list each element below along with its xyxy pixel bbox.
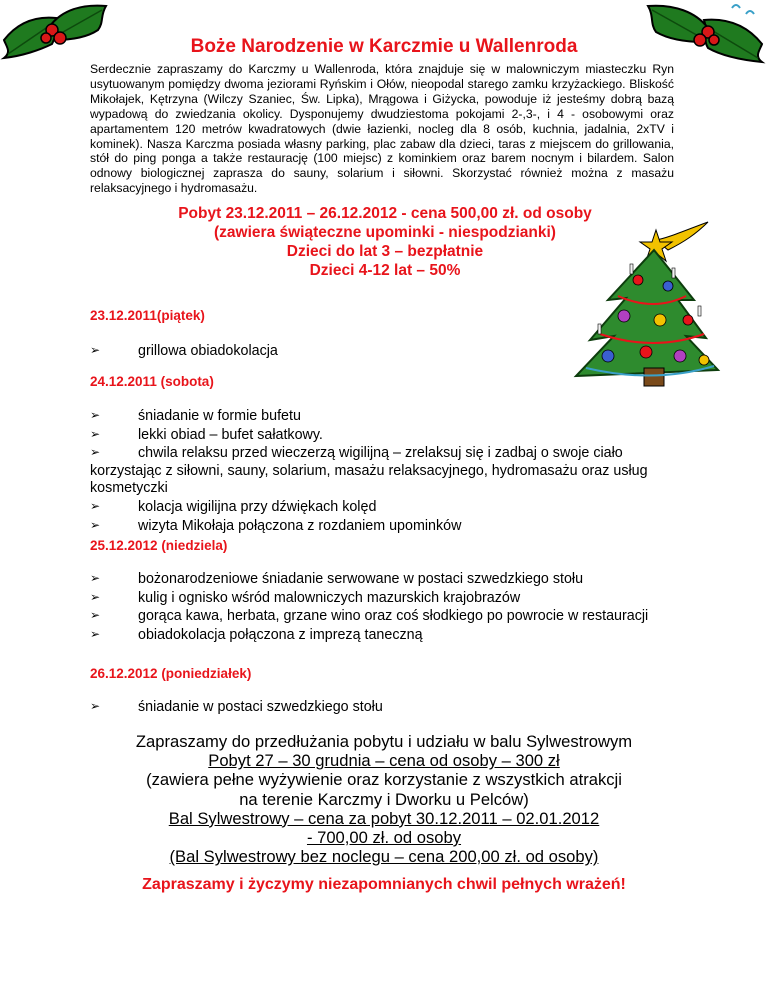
list-item: ➢ kolacja wigilijna przy dźwiękach kolęd [90,498,377,515]
offer-line: Pobyt 23.12.2011 – 26.12.2012 - cena 500,00 zł. od osoby [178,205,592,222]
bullet-arrow-icon: ➢ [90,571,101,585]
bullet-arrow-icon: ➢ [90,608,101,623]
closing-line: (zawiera pełne wyżywienie oraz korzystanie z wszystkich atrakcji [146,770,622,790]
list-item: ➢ gorąca kawa, herbata, grzane wino oraz coś słodkiego po powrocie w restauracji [90,608,649,625]
offer-line: (zawiera świąteczne upominki - niespodzianki) [214,224,556,241]
list-item: ➢ chwila relaksu przed wieczerzą wigilijną – zrelaksuj się i zadbaj o swoje ciało korzystając z siłowni, sauny, solarium, masażu relaksacyjnego, hydromasażu oraz usług kosmetyczki [90,445,648,497]
closing-line: na terenie Karczmy i Dworku u Pelców) [239,789,529,809]
list-item: ➢ lekki obiad – bufet sałatkowy. [90,426,323,443]
bullet-arrow-icon: ➢ [90,626,101,641]
list-item: ➢ grillowa obiadokolacja [90,343,278,359]
day-heading: 25.12.2012 (niedziela) [90,538,228,553]
holly-icon [0,0,110,70]
bullet-arrow-icon: ➢ [90,589,101,604]
day-heading: 24.12.2011 (sobota) [90,374,214,389]
bullet-arrow-icon: ➢ [90,699,101,713]
closing-line: (Bal Sylwestrowy bez noclegu – cena 200,00 zł. od osoby) [169,847,599,867]
page-title: Boże Narodzenie w Karczmie u Wallenroda [190,36,578,57]
bullet-arrow-icon: ➢ [90,343,101,357]
intro-paragraph: Serdecznie zapraszamy do Karczmy u Wallenroda, która znajduje się w malowniczym miasteczku Ryn usytuowanym pomiędzy dwoma jeziorami Ryńskim i Ołów, nieopodal starego zamku krzyżackiego. Bliskość Mikołajek, Kętrzyna (Wilczy Szaniec, Św. Lipka), Mrągowa i Giżycka, powoduje iż jesteśmy dobrą bazą wypadową do zwiedzania okolicy. Dysponujemy dwudziestoma pokojami 2-,3-, i 4 - osobowymi oraz apartamentem 120 metrów kwadratowych (dwie łazienki, nocleg dla 8 osób, kuchnia, jadalnia, 2xTV i kominek). Nasza Karczma posiada własny parking, plac zabaw dla dzieci, taras z miejscem do grillowania, stół do ping ponga a także restaurację (100 miejsc) z kominkiem oraz barem nocnym i bilardem. Salon odnowy biologicznej zaprasza do sauny, solarium i siłowni. Skorzystać również można z masażu relaksacyjnego i hydromasażu. [90,62,674,196]
final-greeting: Zapraszamy i życzymy niezapomnianych chwil pełnych wrażeń! [142,876,626,893]
offer-block [105,204,665,280]
day-schedule-list [90,570,690,644]
offer-line: Dzieci 4-12 lat – 50% [309,262,461,279]
bullet-arrow-icon: ➢ [90,408,101,422]
list-item: ➢ kulig i ognisko wśród malowniczych mazurskich krajobrazów [90,589,521,606]
bullet-arrow-icon: ➢ [90,445,101,460]
closing-block [110,732,658,866]
closing-line: Bal Sylwestrowy – cena za pobyt 30.12.2011 – 02.01.2012 [168,808,600,828]
list-item: ➢ obiadokolacja połączona z imprezą taneczną [90,626,423,643]
offer-line: Dzieci do lat 3 – bezpłatnie [286,243,484,260]
bullet-arrow-icon: ➢ [90,426,101,441]
list-item: ➢ śniadanie w postaci szwedzkiego stołu [90,699,383,715]
day-schedule-list [90,698,690,717]
bullet-arrow-icon: ➢ [90,498,101,513]
closing-line: - 700,00 zł. od osoby [306,828,462,848]
list-item: ➢ bożonarodzeniowe śniadanie serwowane w postaci szwedzkiego stołu [90,571,584,587]
day-heading: 26.12.2012 (poniedziałek) [90,666,252,681]
closing-line: Pobyt 27 – 30 grudnia – cena od osoby – 300 zł [208,751,560,771]
closing-line: Zapraszamy do przedłużania pobytu i udziału w balu Sylwestrowym [135,732,633,751]
bullet-arrow-icon: ➢ [90,517,101,532]
list-item: ➢ wizyta Mikołaja połączona z rozdaniem upominków [90,517,462,534]
list-item: ➢ śniadanie w formie bufetu [90,408,301,424]
day-schedule-list [90,342,690,361]
day-schedule-list [90,407,690,535]
day-heading: 23.12.2011(piątek) [90,308,205,323]
